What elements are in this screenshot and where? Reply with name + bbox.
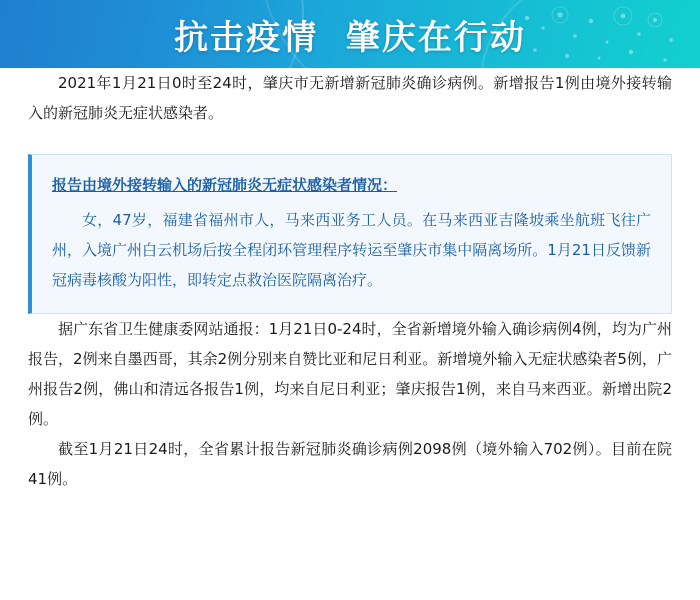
province-report-paragraph: 据广东省卫生健康委网站通报：1月21日0-24时，全省新增境外输入确诊病例4例，均为广州报告，2例来自墨西哥，其余2例分别来自赞比亚和尼日利亚。新增境外输入无症状感染者5例，广州报告2例，佛山和清远各报告1例，均来自尼日利亚；肇庆报告1例，来自马来西亚。新增出院2例。 <box>28 320 672 428</box>
case-detail-callout <box>28 154 672 314</box>
lead-paragraph: 2021年1月21日0时至24时，肇庆市无新增新冠肺炎确诊病例。新增报告1例由境外接转输入的新冠肺炎无症状感染者。 <box>28 74 672 122</box>
banner <box>0 0 700 68</box>
callout-title: 报告由境外接转输入的新冠肺炎无症状感染者情况： <box>52 176 398 194</box>
callout-body: 女，47岁，福建省福州市人，马来西亚务工人员。在马来西亚吉隆坡乘坐航班飞往广州，入境广州白云机场后按全程闭环管理程序转运至肇庆市集中隔离场所。1月21日反馈新冠病毒核酸为阳性，即转定点救治医院隔离治疗。 <box>52 211 651 289</box>
cumulative-total-paragraph: 截至1月21日24时，全省累计报告新冠肺炎确诊病例2098例（境外输入702例）。目前在院41例。 <box>28 440 672 488</box>
banner-title: 抗击疫情 肇庆在行动 <box>174 17 526 58</box>
article-content <box>0 68 700 494</box>
